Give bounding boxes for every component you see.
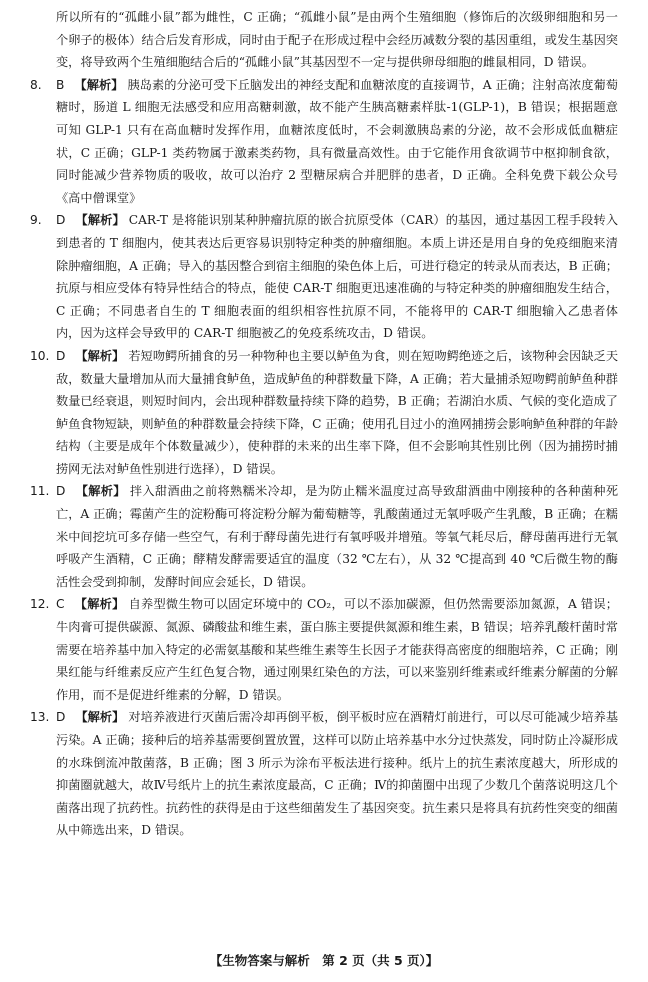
analysis-tag: 【解析】 [74,597,125,612]
analysis-tag: 【解析】 [75,348,125,363]
analysis-text: 对培养液进行灭菌后需冷却再倒平板，倒平板时应在酒精灯前进行，可以尽可能减少培养基污染。A 正确；接种后的培养基需要倒置放置，这样可以防止培养基中水分过快蒸发，同时防止冷凝形成的水珠倒流冲散菌落，B 正确；图 3 所示为涂布平板法进行接种。纸片上的抗生素浓度越大，所形成的抑菌圈就越大，故Ⅳ号纸片上的抗生素浓度最高，C 正确；Ⅳ的抑菌圈中出现了少数几个菌落说明这几个菌落出现了抗药性。抗药性的获得是由于这些细菌发生了基因突变。抗生素只是将具有抗药性突变的细菌从中筛选出来，D 错误。 [56,710,619,838]
question-number: 13. [30,710,50,725]
question-number: 8. [30,77,42,92]
answer-item-10 [30,345,618,481]
analysis-tag: 【解析】 [75,710,125,725]
answer-item-9 [30,209,618,345]
analysis-tag: 【解析】 [75,213,125,228]
analysis-text: CAR-T 是将能识别某种肿瘤抗原的嵌合抗原受体（CAR）的基因，通过基因工程手段转入到患者的 T 细胞内，使其表达后更容易识别特定种类的肿瘤细胞。本质上讲还是用自身的免疫细胞来清除肿瘤细胞，A 正确；导入的基因整合到宿主细胞的染色体上后，可进行稳定的转录从而表达，B 正确；抗原与相应受体有特异性结合的特点，能使 CAR-T 细胞更迅速准确的与特定种类的肿瘤细胞发生结合，C 正确；不同患者自生的 T 细胞表面的组织相容性抗原不同，不能将甲的 CAR-T 细胞输入乙患者体内，因为这样会导致甲的 CAR-T 细胞被乙的免疫系统攻击，D 错误。 [56,213,619,341]
analysis-text: 自养型微生物可以固定环境中的 CO₂，可以不添加碳源，但仍然需要添加氮源，A 错误；牛肉膏可提供碳源、氮源、磷酸盐和维生素，蛋白胨主要提供氮源和维生素，B 错误；培养乳酸杆菌时常需要在培养基中加入特定的必需氨基酸和某些维生素等生长因子才能获得高密度的细胞培养，C 正确；刚果红能与纤维素反应产生红色复合物，通过刚果红染色的方法，可以来鉴别纤维素或纤维素分解菌的分解作用，而不是促进纤维素的分解，D 错误。 [56,597,618,702]
analysis-tag: 【解析】 [74,77,124,92]
answer-item-11 [30,480,618,593]
analysis-tag: 【解析】 [75,484,126,499]
answer-letter: D [56,213,66,228]
answer-letter: B [56,77,65,92]
continued-paragraph: 所以所有的“孤雌小鼠”都为雌性，C 正确；“孤雌小鼠”是由两个生殖细胞（修饰后的次级卵细胞和另一个卵子的极体）结合后发育形成，同时由于配子在形成过程中会经历减数分裂的基因重组，或发生基因突变，将导致两个生殖细胞结合后的“孤雌小鼠”其基因型不一定与提供卵母细胞的雌鼠相同，D 错误。 [56,10,618,70]
analysis-text: 拌入甜酒曲之前将熟糯米冷却，是为防止糯米温度过高导致甜酒曲中刚接种的各种菌种死亡，A 正确；霉菌产生的淀粉酶可将淀粉分解为葡萄糖等，乳酸菌通过无氧呼吸产生乳酸，B 正确；在糯米中间挖坑可多存储一些空气，有利于酵母菌先进行有氧呼吸并增殖。等氧气耗尽后，酵母菌再进行无氧呼吸产生酒精，C 正确；酵精发酵需要适宜的温度（32 ℃左右），从 32 ℃提高到 40 ℃后微生物的酶活性会受到抑制，发酵时间应会延长，D 错误。 [56,484,619,589]
question-number: 9. [30,213,42,228]
answer-letter: D [56,710,66,725]
question-number: 11. [30,484,50,499]
question-number: 12. [30,597,50,612]
answer-item-8 [30,74,618,210]
answer-item-12 [30,593,618,706]
answer-item-13 [30,706,618,842]
analysis-text: 胰岛素的分泌可受下丘脑发出的神经支配和血糖浓度的直接调节，A 正确；注射高浓度葡萄糖时，肠道 L 细胞无法感受和应用高糖刺激，故不能产生胰高糖素样肽-1(GLP-1)，B 错误；根据题意可知 GLP-1 只有在高血糖时发挥作用，血糖浓度低时，不会刺激胰岛素的分泌，故不会形成低血糖症状，C 正确；GLP-1 类药物属于激素类药物，具有微量高效性。由于它能作用食欲调节中枢抑制食欲，同时能减少营养物质的吸收，故可以治疗 2 型糖尿病合并肥胖的患者，D 正确。全科免费下载公众号《高中僧课堂》 [56,77,618,205]
analysis-text: 若短吻鳄所捕食的另一种物种也主要以鲈鱼为食，则在短吻鳄绝迹之后，该物种会因缺乏天敌，数量大量增加从而大量捕食鲈鱼，造成鲈鱼的种群数量下降，A 正确；若大量捕杀短吻鳄前鲈鱼种群数量已经衰退，则短时间内，会出现种群数量持续下降的趋势，B 正确；若湖泊水质、气候的变化造成了鲈鱼食物短缺，则鲈鱼的种群数量会持续下降，C 正确；使用孔目过小的渔网捕捞会影响鲈鱼种群的年龄结构（主要是成年个体数量减少），使种群的未来的出生率下降，但不会影响其性别比例（因为捕捞时捕捞网无法对鲈鱼性别进行选择），D 错误。 [56,348,619,476]
answer-letter: C [56,597,65,612]
answer-letter: D [56,484,66,499]
answer-letter: D [56,348,66,363]
question-number: 10. [30,348,50,363]
page-footer: 【生物答案与解析 第 2 页（共 5 页）】 [209,953,439,968]
answer-list [30,74,618,842]
